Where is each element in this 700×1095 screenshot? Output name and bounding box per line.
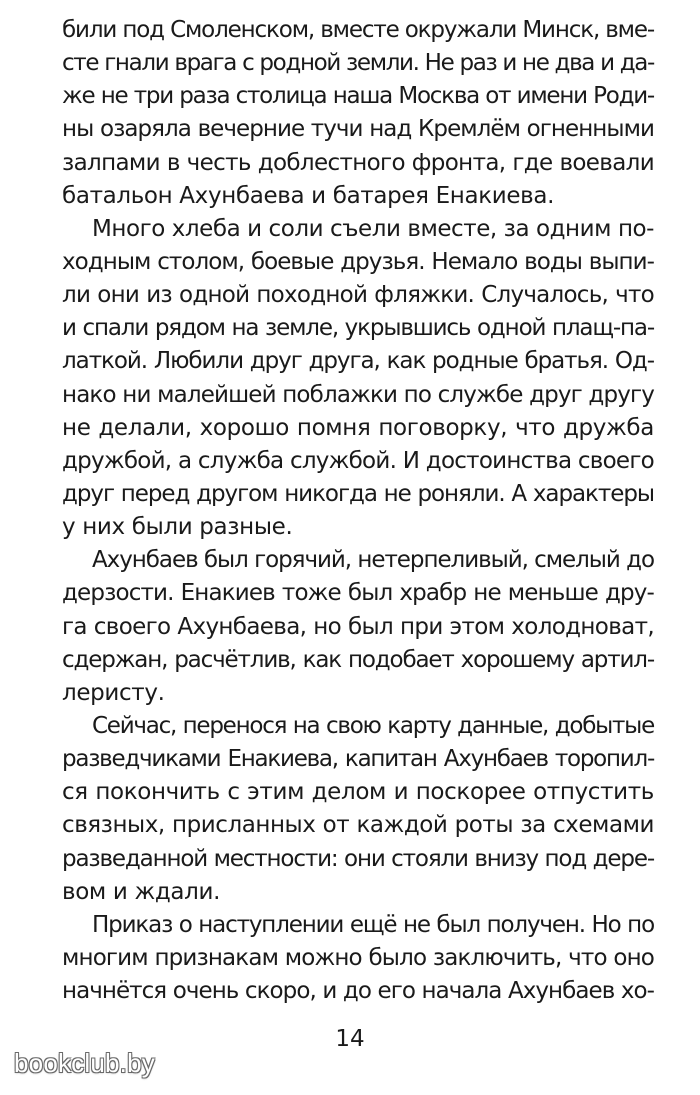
text-line: разведанной местности: они стояли внизу под дере- [62,845,654,872]
paragraph-3 [62,544,654,710]
text-line: многим признакам можно было заключить, что оно [62,944,654,971]
text-line: у них были разные. [62,514,293,541]
text-line: разведчиками Енакиева, капитан Ахунбаев торопил- [62,746,654,773]
text-line: ходным столом, боевые друзья. Немало воды выпи- [62,248,654,275]
text-line: же не три раза столица наша Москва от имени Роди- [62,83,654,110]
page-number: 14 [335,1026,365,1052]
paragraph-2 [62,213,654,544]
paragraph-1 [62,14,654,213]
text-line: батальон Ахунбаева и батарея Енакиева. [62,182,555,209]
text-line: дерзости. Енакиев тоже был храбр не меньше дру- [62,580,654,607]
text-line: Сейчас, перенося на свою карту данные, добытые [92,712,654,739]
text-line: залпами в честь доблестного фронта, где воевали [62,149,654,176]
text-line: Ахунбаев был горячий, нетерпеливый, смелый до [92,547,654,574]
text-line: сдержан, расчётлив, как подобает хорошему артил- [62,646,654,673]
text-line: леристу. [62,679,165,706]
text-line: сте гнали врага с родной земли. Не раз и не два и да- [62,50,654,77]
paragraph-4 [62,710,654,909]
body-text [62,14,654,1008]
text-line: и спали рядом на земле, укрывшись одной плащ-па- [62,315,654,342]
text-line: га своего Ахунбаева, но был при этом холодноват, [62,613,654,640]
text-line: ли они из одной походной фляжки. Случалось, что [62,282,654,309]
text-line: Приказ о наступлении ещё не был получен. Но по [92,911,654,938]
text-line: ны озаряла вечерние тучи над Кремлём огненными [62,116,654,143]
text-line: латкой. Любили друг друга, как родные братья. Од- [62,348,654,375]
paragraph-5 [62,909,654,1008]
text-line: связных, присланных от каждой роты за схемами [62,812,654,839]
text-line: Много хлеба и соли съели вместе, за одним по- [92,215,654,242]
text-line: вом и ждали. [62,878,221,905]
text-line: начнётся очень скоро, и до его начала Ахунбаев хо- [62,978,654,1005]
text-line: нако ни малейшей поблажки по службе друг другу [62,381,654,408]
text-line: друг перед другом никогда не роняли. А характеры [62,480,654,507]
watermark: bookclub.by [14,1048,155,1078]
text-line: дружбой, а служба службой. И достоинства своего [62,447,654,474]
text-line: ся покончить с этим делом и поскорее отпустить [62,779,654,806]
text-line: не делали, хорошо помня поговорку, что дружба [62,414,654,441]
text-line: били под Смоленском, вместе окружали Минск, вме- [62,17,655,43]
